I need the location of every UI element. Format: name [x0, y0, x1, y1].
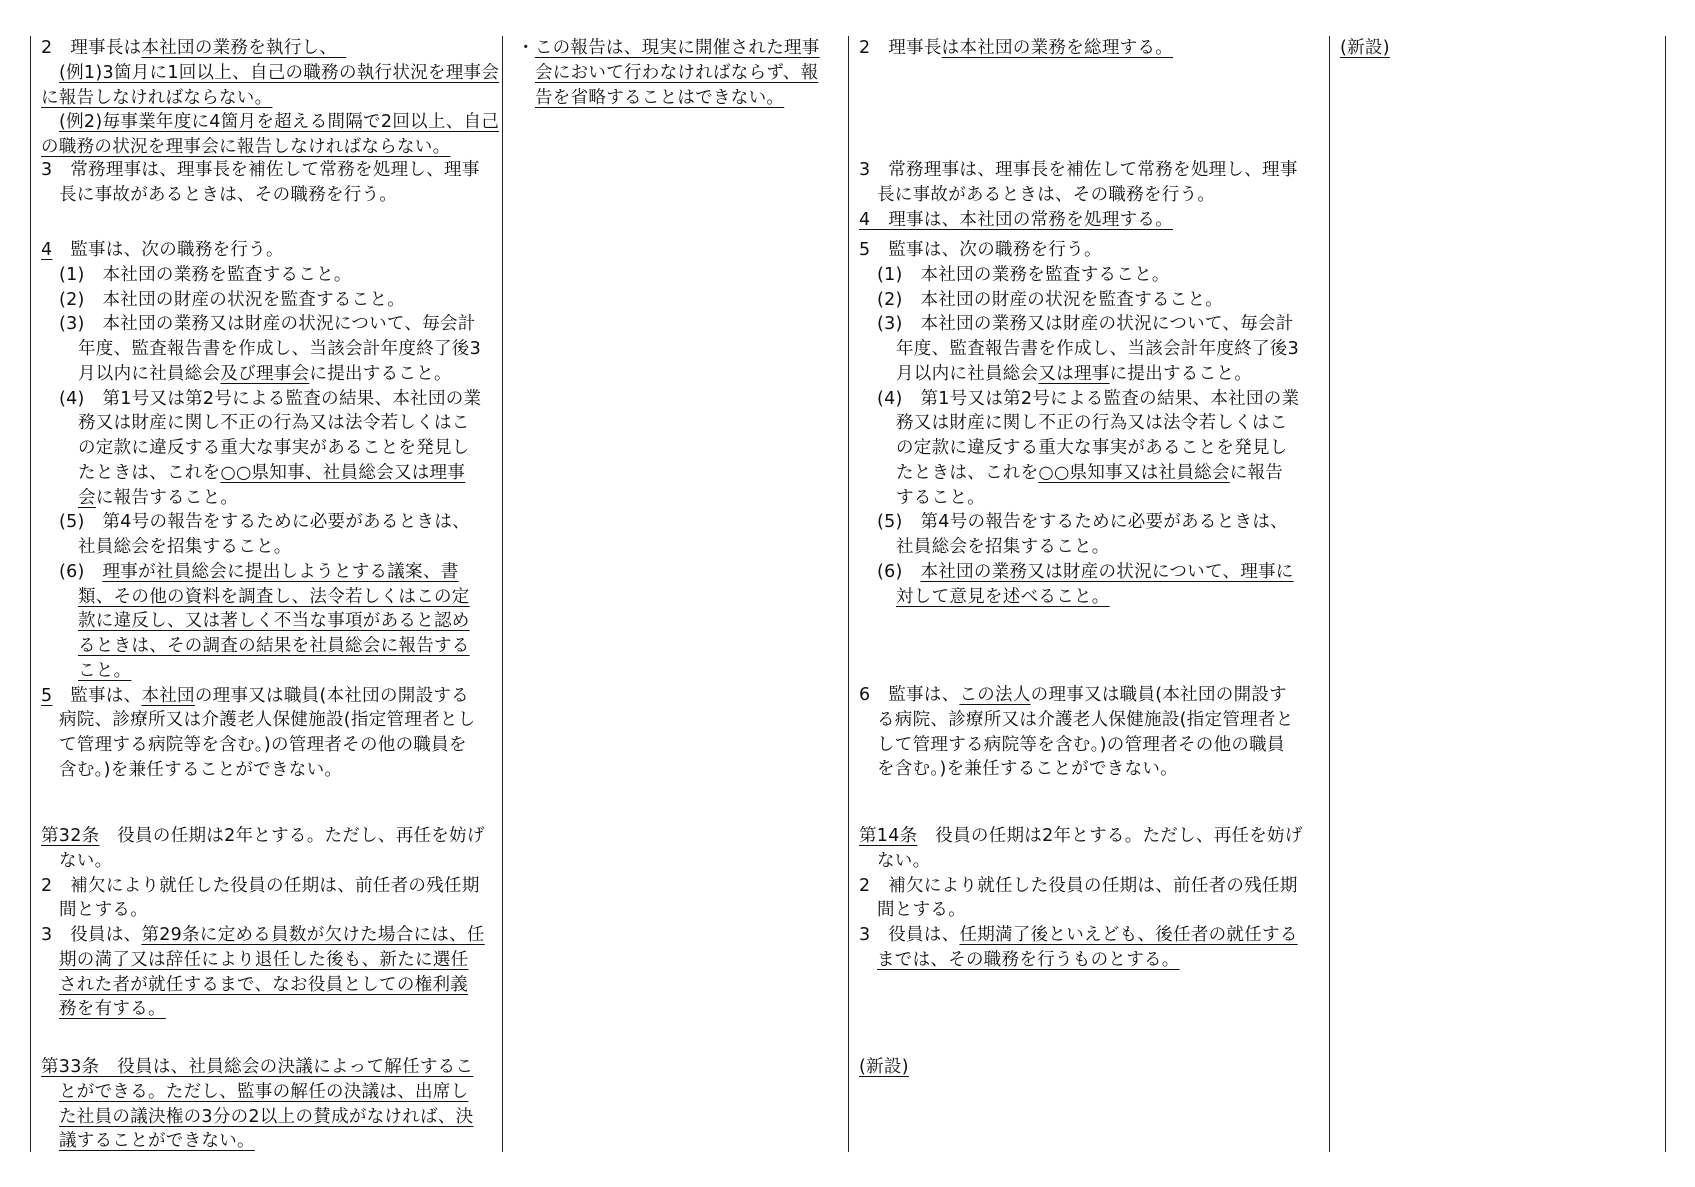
text-segment: の定款に違反する重大な事実があることを発見し — [78, 438, 470, 458]
underlined-revision-text: 類、その他の資料を調査し、法令若しくはこの定 — [78, 586, 470, 607]
underlined-revision-text: ○○県知事又は社員総会 — [1038, 462, 1230, 483]
underlined-revision-text: 又は理事 — [1038, 363, 1110, 384]
underlined-revision-text: 対して意見を述べること。 — [896, 586, 1110, 607]
text-segment: に提出すること。 — [309, 363, 452, 384]
text-segment: 3 役員は、 — [41, 925, 142, 945]
text-segment: 6 監事は、 — [859, 685, 960, 705]
underlined-revision-text: 本社団の業務又は財産の状況について、理事に — [920, 561, 1294, 582]
underlined-revision-text: 告を省略することはできない。 — [535, 87, 785, 108]
text-line — [78, 436, 470, 461]
text-line — [59, 510, 470, 535]
underlined-revision-text: た社員の議決権の3分の2以上の賛成がなければ、決 — [59, 1106, 474, 1127]
text-line — [877, 849, 930, 874]
text-segment: (4) 第1号又は第2号による監査の結果、本社団の業 — [877, 388, 1300, 409]
text-segment: 2 補欠により就任した役員の任期は、前任者の残任期 — [41, 875, 480, 896]
underlined-revision-text: (新設) — [859, 1057, 909, 1077]
underlined-revision-text: は本社団の業務を総理する。 — [941, 38, 1174, 58]
text-line — [877, 312, 1294, 337]
underlined-revision-text: (新設) — [1340, 38, 1390, 58]
underlined-revision-text: (例1)3箇月に1回以上、自己の職務の執行状況を理事会 — [59, 62, 500, 83]
text-line — [877, 898, 966, 923]
text-segment: 監事は、 — [52, 685, 142, 706]
text-line — [896, 337, 1299, 362]
text-segment: 社員総会を招集すること。 — [896, 537, 1110, 557]
text-line — [535, 61, 818, 86]
text-segment: 3 役員は、 — [859, 925, 960, 945]
text-segment: (6) — [877, 561, 921, 582]
text-line — [41, 1055, 473, 1080]
text-line — [78, 585, 470, 610]
text-line — [59, 708, 476, 733]
text-segment: 長に事故があるときは、その職務を行う。 — [877, 184, 1216, 205]
text-segment: 5 監事は、次の職務を行う。 — [859, 240, 1102, 260]
text-segment: 2 補欠により就任した役員の任期は、前任者の残任期 — [859, 875, 1298, 896]
text-line — [41, 923, 485, 948]
text-segment: ない。 — [877, 850, 931, 871]
text-segment: 長に事故があるときは、その職務を行う。 — [59, 184, 398, 205]
underlined-revision-text: 4 — [41, 240, 53, 260]
text-line — [896, 535, 1110, 560]
underlined-revision-text: 第32条 — [41, 826, 100, 846]
text-segment: て管理する病院等を含む。)の管理者その他の職員を — [59, 735, 467, 755]
text-line — [59, 312, 476, 337]
text-segment: 監事は、次の職務を行う。 — [52, 240, 284, 260]
text-segment: 務又は財産に関し不正の行為又は法令若しくはこ — [78, 413, 470, 434]
underlined-revision-text: 第14条 — [859, 826, 918, 846]
text-line — [859, 1055, 909, 1080]
text-line — [877, 560, 1294, 585]
text-line — [896, 436, 1288, 461]
underlined-revision-text: 第29条に定める員数が欠けた場合には、任 — [141, 925, 485, 945]
text-segment: に提出すること。 — [1109, 363, 1253, 384]
underlined-revision-text: 理事が社員総会に提出しようとする議案、書 — [102, 561, 459, 582]
text-segment: (3) 本社団の業務又は財産の状況について、毎会計 — [59, 314, 476, 335]
text-segment: (2) 本社団の財産の状況を監査すること。 — [877, 289, 1224, 310]
text-line — [877, 733, 1285, 758]
text-segment: に報告すること。 — [95, 487, 239, 508]
text-line — [78, 362, 452, 387]
underlined-revision-text: までは、その職務を行うものとする。 — [877, 949, 1180, 970]
text-segment: 3 常務理事は、理事長を補佐して常務を処理し、理事 — [41, 160, 480, 180]
text-segment: 月以内に社員総会 — [896, 363, 1039, 384]
underlined-revision-text: るときは、その調査の結果を社員総会に報告する — [78, 636, 470, 656]
underlined-revision-text: 及び理事会 — [220, 363, 310, 384]
text-segment: ・ — [517, 38, 535, 58]
text-segment: して管理する病院等を含む。)の管理者その他の職員 — [877, 734, 1285, 755]
text-segment: 務又は財産に関し不正の行為又は法令若しくはこ — [896, 413, 1288, 434]
text-line — [59, 288, 405, 313]
underlined-revision-text: 本社団の業務を執行し、 — [141, 38, 347, 58]
text-line — [78, 609, 470, 634]
text-segment: 2 理事長は — [41, 38, 142, 58]
underlined-revision-text: 期の満了又は辞任により退任した後も、新たに選任 — [59, 949, 469, 970]
text-line — [877, 510, 1288, 535]
text-segment: 3 常務理事は、理事長を補佐して常務を処理し、理事 — [859, 160, 1298, 180]
text-line — [896, 486, 985, 511]
text-line — [896, 362, 1252, 387]
text-line — [859, 158, 1298, 183]
text-line — [59, 973, 468, 998]
text-line — [59, 898, 148, 923]
text-line — [877, 757, 1178, 782]
underlined-revision-text: 4 理事は、本社団の常務を処理する。 — [859, 209, 1174, 230]
underlined-revision-text: とができる。ただし、監事の解任の決議は、出席し — [59, 1081, 469, 1102]
text-line — [59, 1129, 255, 1154]
text-line — [41, 238, 284, 263]
underlined-revision-text: こと。 — [78, 660, 132, 681]
text-segment: 役員の任期は2年とする。ただし、再任を妨げ — [917, 826, 1303, 846]
text-line — [877, 288, 1223, 313]
text-line — [78, 411, 470, 436]
text-line — [859, 208, 1173, 233]
text-segment: 病院、診療所又は介護老人保健施設(指定管理者とし — [59, 710, 476, 731]
underlined-revision-text: 第33条 役員は、社員総会の決議によって解任するこ — [41, 1057, 474, 1077]
text-line — [859, 874, 1298, 899]
text-segment: (5) 第4号の報告をするために必要があるときは、 — [877, 512, 1288, 533]
text-line — [59, 1080, 468, 1105]
underlined-revision-text: の職務の状況を理事会に報告しなければならない。 — [41, 137, 451, 157]
text-segment: 含む。)を兼任することができない。 — [59, 759, 343, 780]
text-segment: (5) 第4号の報告をするために必要があるときは、 — [59, 512, 470, 533]
text-line — [59, 733, 467, 758]
text-line — [59, 758, 342, 783]
underlined-revision-text: 任期満了後といえども、後任者の就任する — [959, 925, 1298, 945]
text-line — [517, 36, 820, 61]
text-line — [41, 684, 469, 709]
text-line — [59, 997, 166, 1022]
column-divider — [848, 36, 849, 1152]
text-segment: (1) 本社団の業務を監査すること。 — [59, 264, 352, 285]
underlined-revision-text: この報告は、現実に開催された理事 — [534, 38, 820, 58]
text-line — [41, 158, 480, 183]
text-segment: (6) — [59, 561, 103, 582]
text-segment: (1) 本社団の業務を監査すること。 — [877, 264, 1170, 285]
text-line — [877, 948, 1180, 973]
underlined-revision-text: 款に違反し、又は著しく不当な事項があると認め — [78, 611, 470, 632]
text-segment: を含む。)を兼任することができない。 — [877, 759, 1178, 780]
underlined-revision-text: に報告しなければならない。 — [41, 87, 273, 108]
text-segment: 2 理事長 — [859, 38, 942, 58]
text-line — [896, 461, 1283, 486]
text-line — [535, 86, 784, 111]
text-line — [859, 923, 1298, 948]
text-line — [1340, 36, 1390, 61]
text-line — [59, 110, 499, 135]
text-line — [41, 36, 346, 61]
text-line — [78, 337, 481, 362]
text-segment: 役員の任期は2年とする。ただし、再任を妨げ — [99, 826, 485, 846]
text-segment: 間とする。 — [877, 900, 966, 921]
text-line — [78, 634, 470, 659]
text-line — [59, 183, 397, 208]
text-segment: ない。 — [59, 850, 113, 871]
table-border-right — [1665, 36, 1666, 1152]
text-line — [859, 36, 1173, 61]
text-line — [859, 238, 1102, 263]
text-segment: の理事又は職員(本社団の開設す — [1030, 685, 1287, 705]
underlined-revision-text: (例2)毎事業年度に4箇月を超える間隔で2回以上、自己 — [59, 112, 500, 133]
text-line — [877, 387, 1299, 412]
text-line — [59, 61, 499, 86]
underlined-revision-text: 会において行わなければならず、報 — [535, 62, 819, 83]
text-line — [896, 585, 1110, 610]
text-line — [859, 824, 1303, 849]
text-line — [78, 659, 131, 684]
text-segment: 間とする。 — [59, 900, 148, 921]
text-segment: の理事又は職員(本社団の開設する — [194, 685, 469, 706]
text-line — [41, 86, 272, 111]
text-segment: 社員総会を招集すること。 — [78, 537, 292, 557]
text-segment: (4) 第1号又は第2号による監査の結果、本社団の業 — [59, 388, 482, 409]
underlined-revision-text: この法人 — [959, 685, 1031, 705]
text-line — [896, 411, 1288, 436]
text-segment: に報告 — [1229, 462, 1284, 483]
text-line — [41, 135, 450, 160]
column-divider — [502, 36, 503, 1152]
text-segment: (2) 本社団の財産の状況を監査すること。 — [59, 289, 406, 310]
table-border-left — [30, 36, 31, 1152]
underlined-revision-text: 会 — [78, 487, 96, 508]
text-line — [41, 874, 480, 899]
text-segment: すること。 — [896, 487, 985, 508]
text-line — [78, 486, 238, 511]
underlined-revision-text: 5 — [41, 685, 53, 706]
text-segment: たときは、これを — [896, 462, 1039, 483]
text-line — [78, 461, 465, 486]
text-line — [859, 683, 1287, 708]
text-line — [59, 263, 352, 288]
text-segment: 年度、監査報告書を作成し、当該会計年度終了後3 — [78, 339, 482, 359]
text-segment: の定款に違反する重大な事実があることを発見し — [896, 438, 1288, 458]
underlined-revision-text: 本社団 — [141, 685, 195, 706]
text-line — [59, 1105, 473, 1130]
text-line — [877, 183, 1215, 208]
text-segment: 月以内に社員総会 — [78, 363, 221, 384]
text-line — [877, 263, 1170, 288]
text-segment: (3) 本社団の業務又は財産の状況について、毎会計 — [877, 314, 1294, 335]
underlined-revision-text: 務を有する。 — [59, 999, 166, 1020]
underlined-revision-text: された者が就任するまで、なお役員としての権利義 — [59, 974, 469, 995]
underlined-revision-text: 議することができない。 — [59, 1131, 255, 1152]
text-line — [41, 824, 485, 849]
text-line — [877, 708, 1294, 733]
column-divider — [1329, 36, 1330, 1152]
text-segment: たときは、これを — [78, 462, 221, 483]
text-line — [78, 535, 292, 560]
text-line — [59, 560, 459, 585]
underlined-revision-text: ○○県知事、社員総会又は理事 — [220, 462, 466, 483]
text-line — [59, 387, 481, 412]
text-line — [59, 948, 468, 973]
text-line — [59, 849, 112, 874]
text-segment: 年度、監査報告書を作成し、当該会計年度終了後3 — [896, 339, 1300, 359]
text-segment: る病院、診療所又は介護老人保健施設(指定管理者と — [877, 709, 1294, 730]
